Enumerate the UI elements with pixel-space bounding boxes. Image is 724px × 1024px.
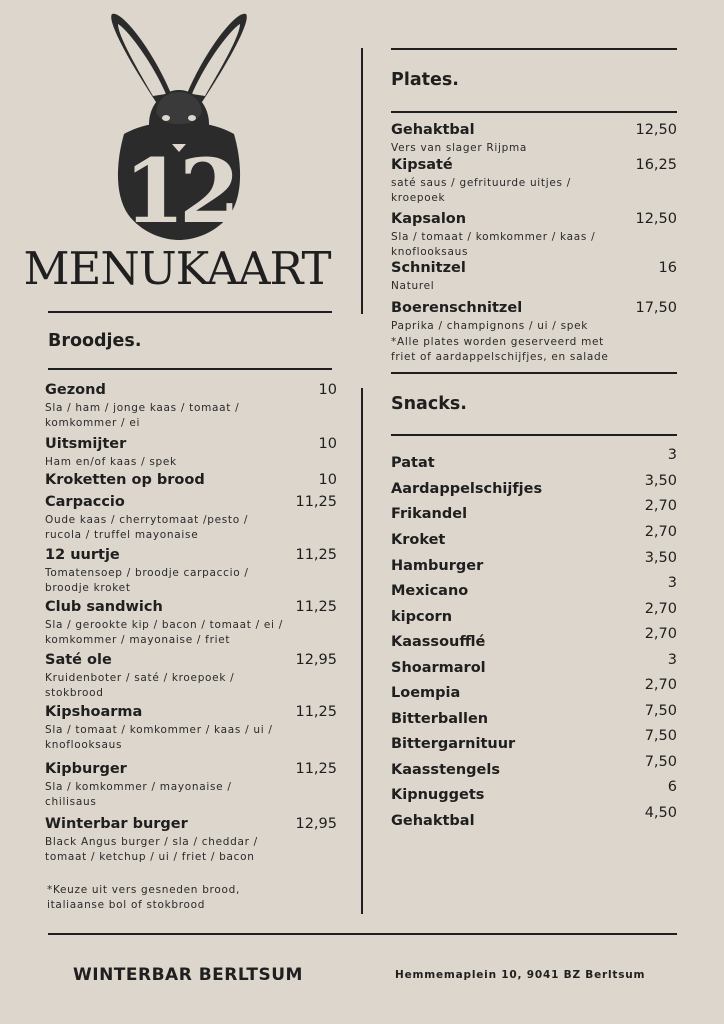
- plates-title: Plates.: [391, 70, 459, 90]
- item-name: Kroketten op brood: [45, 472, 205, 488]
- divider: [361, 388, 363, 914]
- item-name: Aardappelschijfjes: [391, 481, 543, 497]
- item-name: Kipsaté: [391, 157, 453, 173]
- item-price: 16: [658, 260, 677, 276]
- menu-item: [45, 651, 337, 700]
- snacks-title: Snacks.: [391, 394, 467, 414]
- divider: [391, 48, 677, 50]
- item-name: Kapsalon: [391, 211, 467, 227]
- item-price: 10: [318, 472, 337, 488]
- footer-address: Hemmemaplein 10, 9041 BZ Berltsum: [395, 969, 646, 981]
- item-desc: Vers van slager Rijpma: [391, 142, 528, 154]
- menu-item: [391, 575, 677, 600]
- item-desc: Tomatensoep / broodje carpaccio / broodje kroket: [45, 567, 249, 594]
- menu-item: [391, 677, 677, 702]
- divider: [391, 434, 677, 436]
- item-name: Patat: [391, 455, 435, 471]
- menu-item: [391, 473, 677, 498]
- menu-item: [45, 471, 337, 489]
- menu-item: [391, 626, 677, 651]
- item-name: 12 uurtje: [45, 547, 120, 563]
- item-desc: Black Angus burger / sla / cheddar / tomaat / ketchup / ui / friet / bacon: [45, 836, 258, 863]
- item-price: 4,50: [644, 805, 677, 821]
- item-price: 11,25: [295, 547, 337, 563]
- item-name: Gehaktbal: [391, 813, 475, 829]
- menu-item: [391, 524, 677, 549]
- menu-item: [391, 121, 677, 156]
- item-price: 12,95: [295, 816, 337, 832]
- divider: [361, 48, 363, 314]
- divider: [391, 372, 677, 374]
- item-name: Kipnuggets: [391, 787, 485, 803]
- item-name: Schnitzel: [391, 260, 466, 276]
- item-price: 16,25: [635, 157, 677, 173]
- menu-item: [45, 760, 337, 809]
- menu-item: [391, 550, 677, 575]
- item-desc: saté saus / gefrituurde uitjes / kroepoek: [391, 177, 571, 204]
- item-name: Bittergarnituur: [391, 736, 516, 752]
- item-price: 3,50: [644, 473, 677, 489]
- item-desc: Kruidenboter / saté / kroepoek / stokbrood: [45, 672, 235, 699]
- item-name: Frikandel: [391, 506, 468, 522]
- item-price: 10: [318, 436, 337, 452]
- item-price: 2,70: [644, 498, 677, 514]
- item-desc: Sla / tomaat / komkommer / kaas / knoflooksaus: [391, 231, 596, 258]
- item-price: 17,50: [635, 300, 677, 316]
- footer-name: WINTERBAR BERLTSUM: [73, 965, 303, 985]
- item-price: 3: [667, 652, 677, 668]
- item-desc: Oude kaas / cherrytomaat /pesto / rucola / truffel mayonaise: [45, 514, 249, 541]
- menu-item: [391, 779, 677, 804]
- menu-item: [391, 299, 677, 334]
- divider: [48, 368, 332, 370]
- menu-item: [45, 598, 337, 647]
- item-price: 11,25: [295, 704, 337, 720]
- item-price: 3,50: [644, 550, 677, 566]
- item-desc: Sla / gerookte kip / bacon / tomaat / ei / komkommer / mayonaise / friet: [45, 619, 283, 646]
- item-name: Club sandwich: [45, 599, 163, 615]
- menu-item: [391, 156, 677, 205]
- item-desc: Paprika / champignons / ui / spek: [391, 320, 589, 332]
- item-price: 12,95: [295, 652, 337, 668]
- divider: [48, 311, 332, 313]
- menu-item: [391, 652, 677, 677]
- item-name: Gehaktbal: [391, 122, 475, 138]
- logo-number: 12: [123, 139, 235, 242]
- item-name: Hamburger: [391, 558, 484, 574]
- item-price: 12,50: [635, 122, 677, 138]
- plates-note: *Alle plates worden geserveerd met friet of aardappelschijfjes, en salade: [391, 336, 609, 363]
- item-name: Gezond: [45, 382, 106, 398]
- item-price: 2,70: [644, 524, 677, 540]
- item-price: 2,70: [644, 601, 677, 617]
- item-price: 2,70: [644, 626, 677, 642]
- item-price: 11,25: [295, 494, 337, 510]
- item-price: 6: [667, 779, 677, 795]
- item-name: Loempia: [391, 685, 461, 701]
- item-price: 7,50: [644, 728, 677, 744]
- menu-item: [45, 381, 337, 430]
- item-name: Winterbar burger: [45, 816, 188, 832]
- item-price: 12,50: [635, 211, 677, 227]
- item-desc: Ham en/of kaas / spek: [45, 456, 177, 468]
- item-price: 3: [667, 447, 677, 463]
- item-price: 7,50: [644, 703, 677, 719]
- menu-item: [391, 210, 677, 259]
- menu-item: [45, 546, 337, 595]
- item-name: Uitsmijter: [45, 436, 127, 452]
- broodjes-title: Broodjes.: [48, 331, 142, 351]
- logo-title: MENUKAART: [23, 242, 331, 295]
- menu-item: [45, 493, 337, 542]
- item-price: 10: [318, 382, 337, 398]
- item-name: Kipburger: [45, 761, 127, 777]
- item-name: kipcorn: [391, 609, 453, 625]
- item-desc: Sla / tomaat / komkommer / kaas / ui / knoflooksaus: [45, 724, 273, 751]
- menu-item: [45, 435, 337, 470]
- item-name: Kaasstengels: [391, 762, 500, 778]
- menu-item: [391, 728, 677, 753]
- item-name: Boerenschnitzel: [391, 300, 523, 316]
- item-name: Shoarmarol: [391, 660, 486, 676]
- menu-item: [391, 259, 677, 294]
- item-price: 11,25: [295, 761, 337, 777]
- item-desc: Sla / ham / jonge kaas / tomaat / komkommer / ei: [45, 402, 240, 429]
- item-price: 11,25: [295, 599, 337, 615]
- menu-item: [391, 805, 677, 830]
- item-name: Carpaccio: [45, 494, 125, 510]
- menu-item: [391, 498, 677, 523]
- divider: [48, 933, 677, 935]
- item-price: 7,50: [644, 754, 677, 770]
- item-name: Kaassoufflé: [391, 634, 486, 650]
- item-name: Saté ole: [45, 652, 112, 668]
- item-name: Mexicano: [391, 583, 469, 599]
- rabbit-icon: [106, 12, 252, 242]
- divider: [391, 111, 677, 113]
- item-name: Kipshoarma: [45, 704, 143, 720]
- item-desc: Sla / komkommer / mayonaise / chilisaus: [45, 781, 232, 808]
- menu-item: [391, 703, 677, 728]
- menu-item: [391, 447, 677, 472]
- menu-item: [45, 703, 337, 752]
- item-price: 3: [667, 575, 677, 591]
- item-price: 2,70: [644, 677, 677, 693]
- item-name: Bitterballen: [391, 711, 489, 727]
- menu-item: [391, 754, 677, 779]
- broodjes-note: *Keuze uit vers gesneden brood, italiaanse bol of stokbrood: [47, 884, 240, 911]
- logo: [106, 12, 252, 242]
- item-name: Kroket: [391, 532, 446, 548]
- menu-item: [45, 815, 337, 864]
- menu-item: [391, 601, 677, 626]
- item-desc: Naturel: [391, 280, 435, 292]
